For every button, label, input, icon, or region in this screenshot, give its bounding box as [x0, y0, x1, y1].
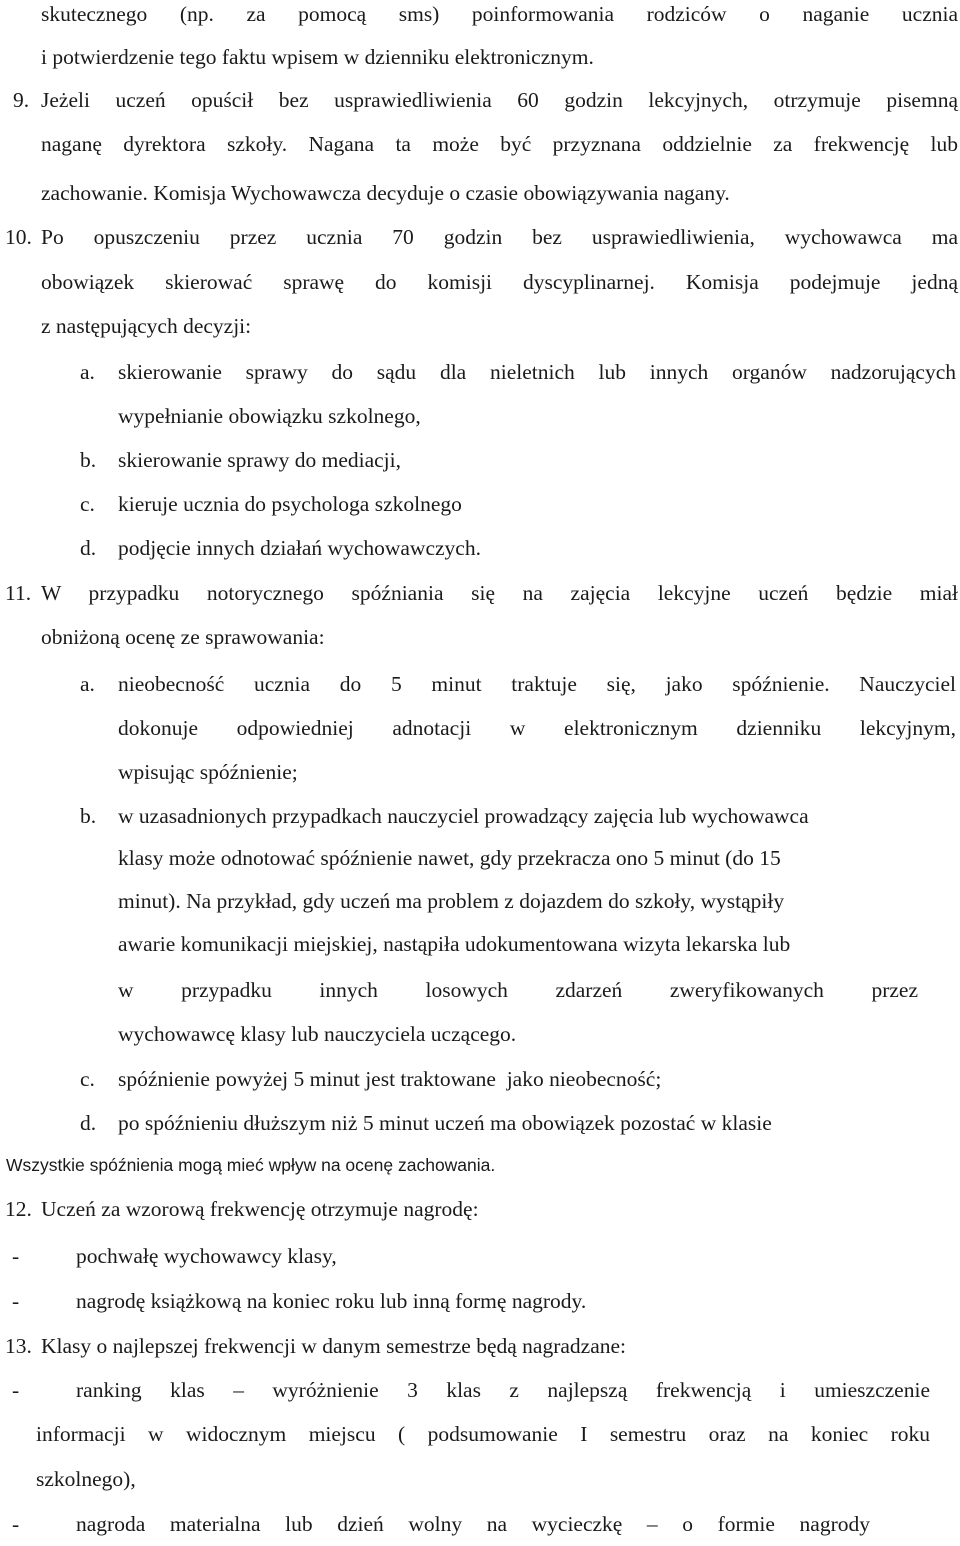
text-line: Po opuszczeniu przez ucznia 70 godzin bez usprawiedliwienia, wychowawca ma	[41, 225, 958, 249]
list-marker: c.	[80, 1067, 95, 1091]
text-line: kieruje ucznia do psychologa szkolnego	[118, 492, 462, 516]
text-line: obowiązek skierować sprawę do komisji dyscyplinarnej. Komisja podejmuje jedną	[41, 270, 958, 294]
text-line: Uczeń za wzorową frekwencję otrzymuje nagrodę:	[41, 1197, 479, 1221]
text-line: wypełnianie obowiązku szkolnego,	[118, 404, 421, 428]
point-number: 13.	[5, 1334, 32, 1358]
text-line: dokonuje odpowiedniej adnotacji w elektronicznym dzienniku lekcyjnym,	[118, 716, 956, 740]
list-dash: -	[12, 1244, 20, 1268]
list-marker: b.	[80, 448, 97, 472]
list-marker: b.	[80, 804, 97, 828]
text-line: obniżoną ocenę ze sprawowania:	[41, 625, 325, 649]
list-marker: d.	[80, 1111, 97, 1135]
text-line: podjęcie innych działań wychowawczych.	[118, 536, 481, 560]
text-line: spóźnienie powyżej 5 minut jest traktowane jako nieobecność;	[118, 1067, 662, 1091]
text-line: po spóźnieniu dłuższym niż 5 minut uczeń ma obowiązek pozostać w klasie	[118, 1111, 772, 1135]
text-line: wpisując spóźnienie;	[118, 760, 298, 784]
text-line: wychowawcę klasy lub nauczyciela uczącego.	[118, 1022, 517, 1046]
note-line: Wszystkie spóźnienia mogą mieć wpływ na ocenę zachowania.	[6, 1155, 496, 1175]
list-dash: -	[12, 1289, 20, 1313]
text-line: nagroda materialna lub dzień wolny na wycieczkę – o formie nagrody	[76, 1512, 870, 1536]
text-line: skierowanie sprawy do mediacji,	[118, 448, 401, 472]
list-marker: c.	[80, 492, 95, 516]
text-line: w przypadku innych losowych zdarzeń zweryfikowanych przez	[118, 978, 918, 1002]
list-marker: a.	[80, 360, 95, 384]
point-number: 12.	[5, 1197, 32, 1221]
list-dash: -	[12, 1512, 20, 1536]
text-line: skutecznego (np. za pomocą sms) poinformowania rodziców o naganie ucznia	[41, 2, 958, 26]
text-line: klasy może odnotować spóźnienie nawet, gdy przekracza ono 5 minut (do 15	[118, 846, 781, 870]
text-line: Jeżeli uczeń opuścił bez usprawiedliwienia 60 godzin lekcyjnych, otrzymuje pisemną	[41, 88, 958, 112]
text-line: ranking klas – wyróżnienie 3 klas z najlepszą frekwencją i umieszczenie	[76, 1378, 930, 1402]
text-line: W przypadku notorycznego spóźniania się na zajęcia lekcyjne uczeń będzie miał	[41, 581, 958, 605]
text-line: Klasy o najlepszej frekwencji w danym semestrze będą nagradzane:	[41, 1334, 627, 1358]
text-line: informacji w widocznym miejscu ( podsumowanie I semestru oraz na koniec roku	[36, 1422, 930, 1446]
text-line: nieobecność ucznia do 5 minut traktuje się, jako spóźnienie. Nauczyciel	[118, 672, 956, 696]
text-line: i potwierdzenie tego faktu wpisem w dzienniku elektronicznym.	[41, 45, 594, 69]
text-line: zachowanie. Komisja Wychowawcza decyduje o czasie obowiązywania nagany.	[41, 181, 730, 205]
text-line: w uzasadnionych przypadkach nauczyciel prowadzący zajęcia lub wychowawca	[118, 804, 809, 828]
list-marker: d.	[80, 536, 97, 560]
text-line: z następujących decyzji:	[41, 314, 252, 338]
point-number: 11.	[5, 581, 32, 605]
text-line: nagrodę książkową na koniec roku lub inną formę nagrody.	[76, 1289, 587, 1313]
list-marker: a.	[80, 672, 95, 696]
list-dash: -	[12, 1378, 20, 1402]
text-line: skierowanie sprawy do sądu dla nieletnich lub innych organów nadzorujących	[118, 360, 956, 384]
text-line: minut). Na przykład, gdy uczeń ma problem z dojazdem do szkoły, wystąpiły	[118, 889, 785, 913]
point-number: 10.	[5, 225, 32, 249]
text-line: naganę dyrektora szkoły. Nagana ta może być przyznana oddzielnie za frekwencję lub	[41, 132, 958, 156]
text-line: pochwałę wychowawcy klasy,	[76, 1244, 337, 1268]
text-line: awarie komunikacji miejskiej, nastąpiła udokumentowana wizyta lekarska lub	[118, 932, 791, 956]
point-number: 9.	[13, 88, 30, 112]
text-line: szkolnego),	[36, 1467, 136, 1491]
